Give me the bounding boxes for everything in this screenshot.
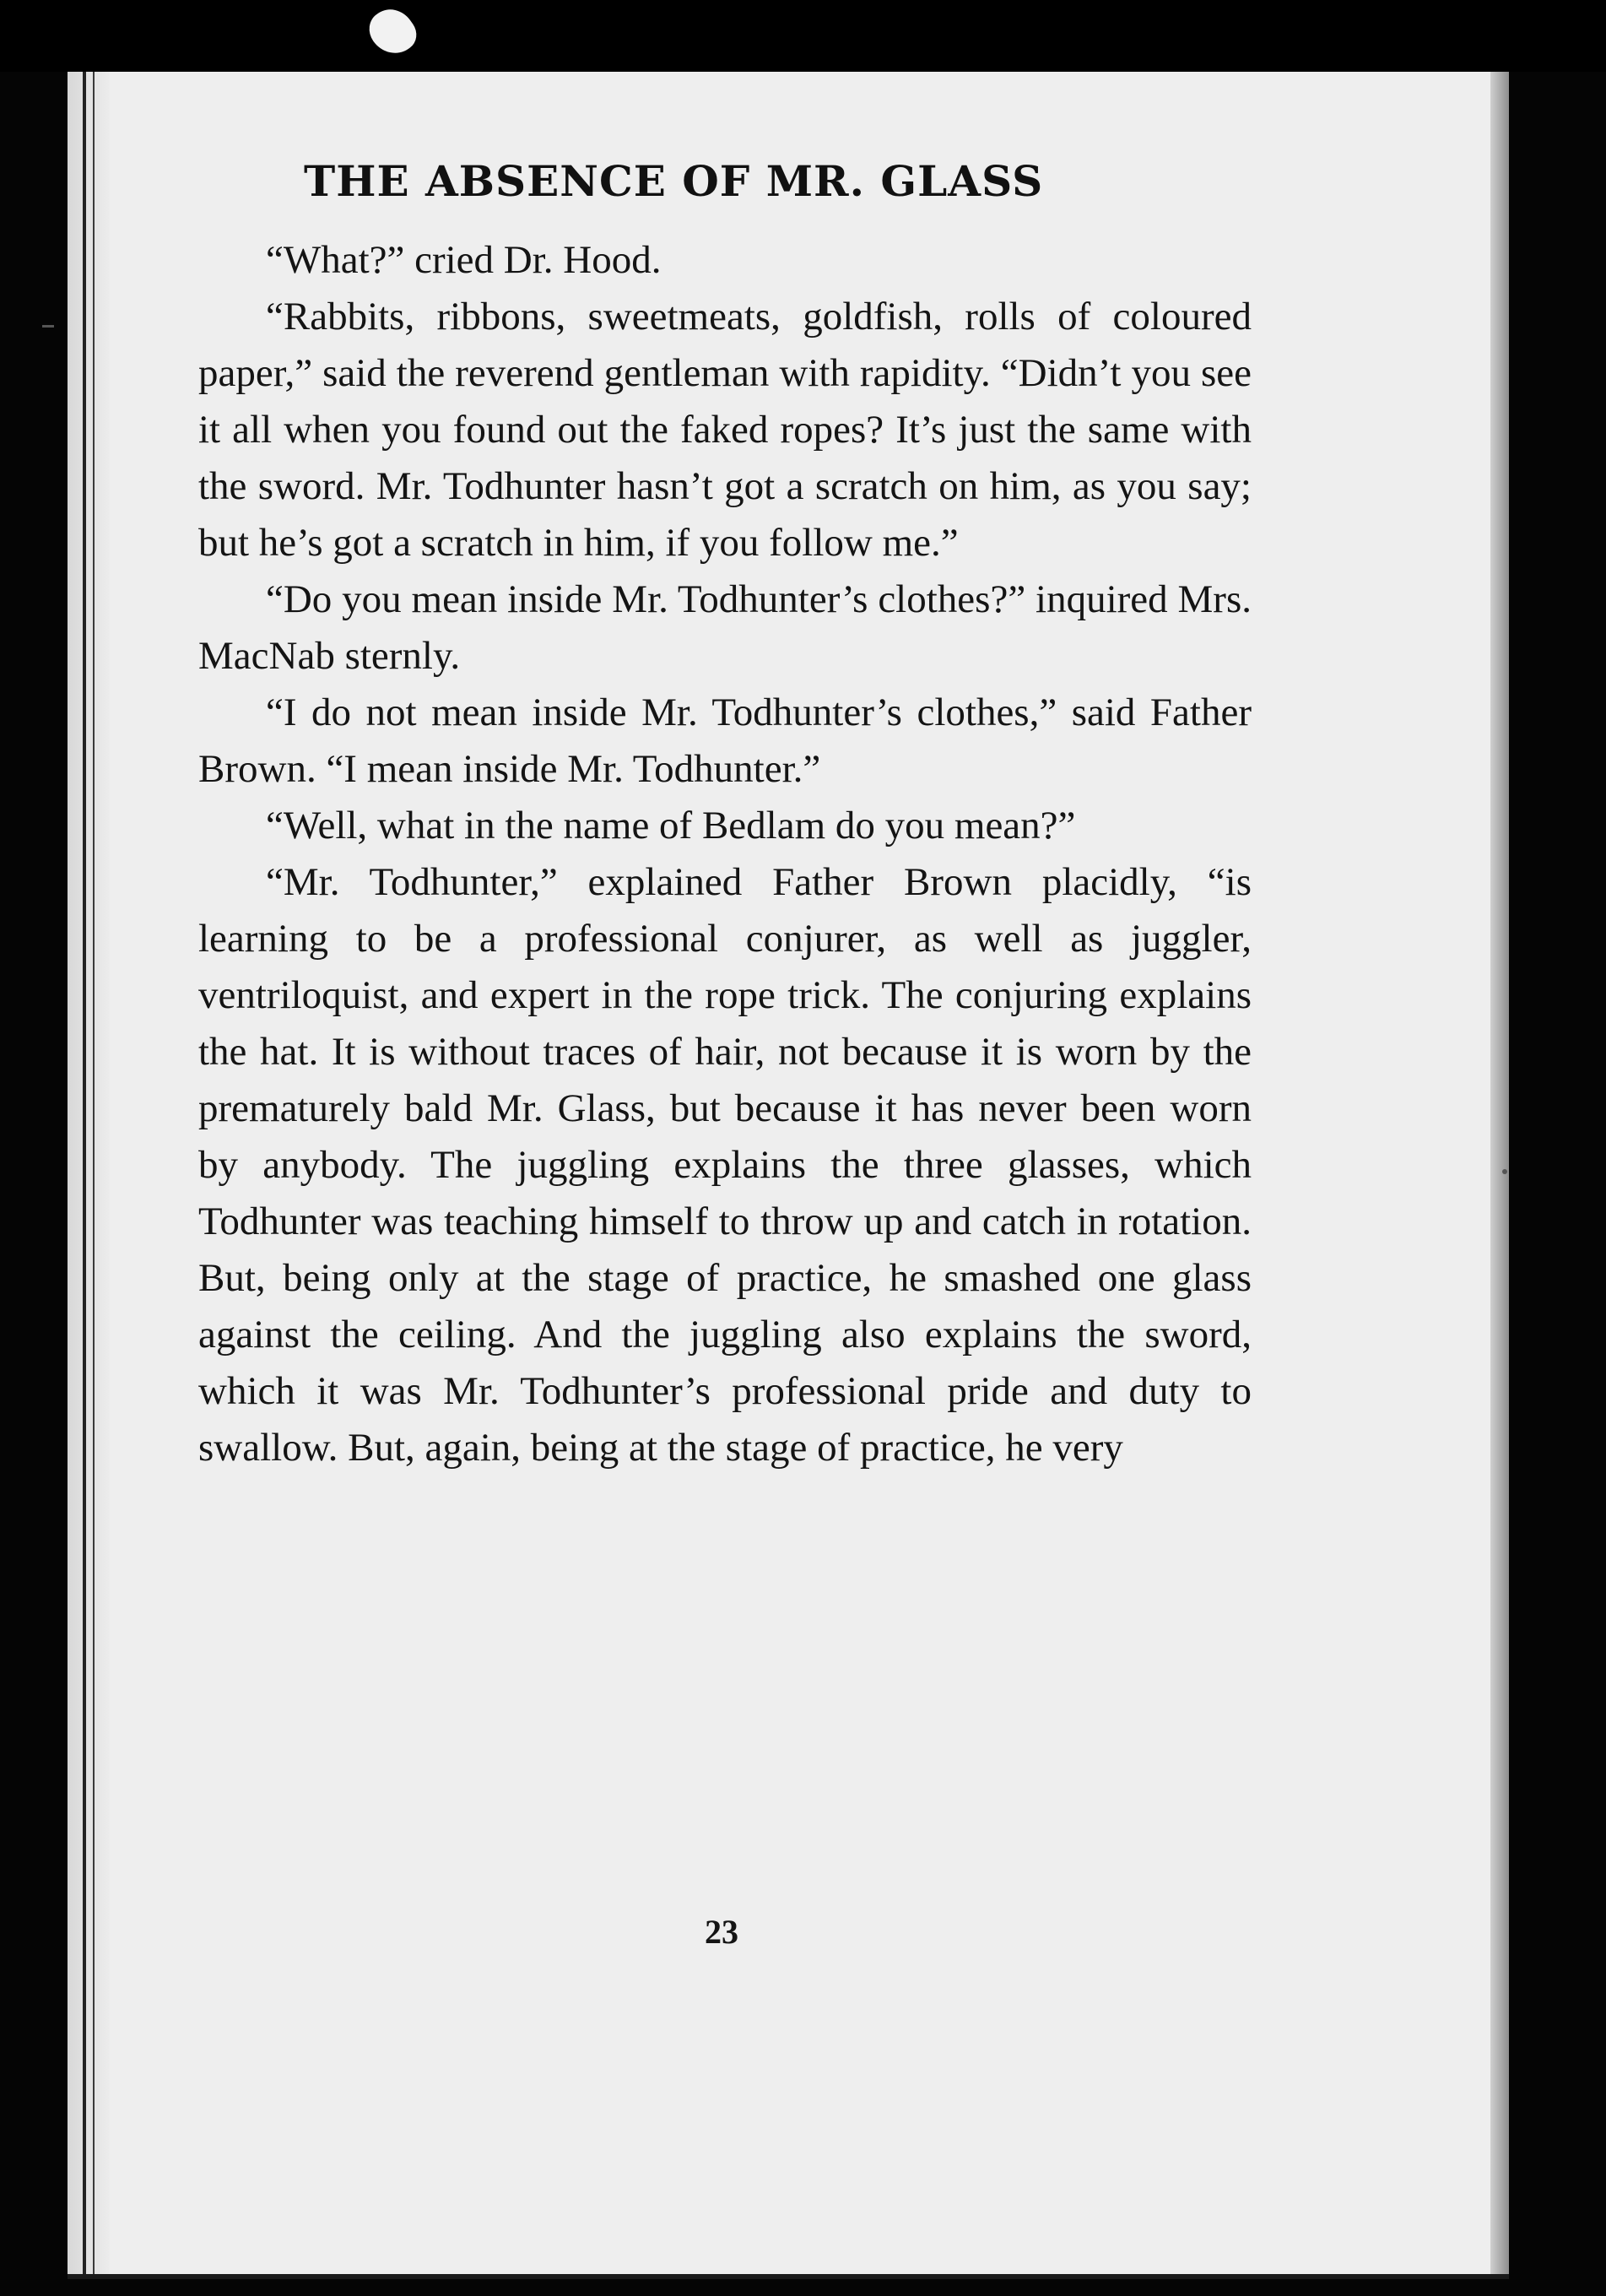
body-text xyxy=(198,232,1252,1476)
paragraph: “I do not mean inside Mr. Todhunter’s clothes,” said Father Brown. “I mean inside Mr. Todhunter.” xyxy=(198,690,1252,791)
binding-line xyxy=(83,72,86,2279)
binding-line-inner xyxy=(93,72,95,2279)
page-fore-edge xyxy=(1490,72,1509,2279)
paragraph: “What?” cried Dr. Hood. xyxy=(266,238,662,282)
scan-speck xyxy=(42,325,54,328)
paragraph: “Well, what in the name of Bedlam do you mean?” xyxy=(266,804,1076,847)
page-bottom-edge xyxy=(68,2274,1509,2279)
page-number: 23 xyxy=(705,1913,738,1951)
page-gutter xyxy=(68,72,110,2279)
scan-speck xyxy=(1502,1169,1507,1174)
running-title: THE ABSENCE OF MR. GLASS xyxy=(304,156,1044,206)
paragraph: “Rabbits, ribbons, sweetmeats, goldfish, rolls of coloured paper,” said the reverend gentleman with rapidity. “Didn’t you see it all when you found out the faked ropes? It’s just the same with the sword. Mr. Todhunter hasn’t got a scratch on him, as you say; but he’s got a scratch in him, if you follow me.” xyxy=(198,295,1252,565)
paragraph: “Mr. Todhunter,” explained Father Brown placidly, “is learning to be a professional conjurer, as well as juggler, ventriloquist, and expert in the rope trick. The conjuring explains the hat. It is without traces of hair, not because it is worn by the prematurely bald Mr. Glass, but because it has never been worn by anybody. The juggling explains the three glasses, which Todhunter was teaching himself to throw up and catch in rotation. But, being only at the stage of practice, he smashed one glass against the ceiling. And the juggling also explains the sword, which it was Mr. Todhunter’s professional pride and duty to swallow. But, again, being at the stage of practice, he very xyxy=(198,860,1252,1470)
scan-top-border xyxy=(0,0,1606,72)
paragraph: “Do you mean inside Mr. Todhunter’s clothes?” inquired Mrs. MacNab sternly. xyxy=(198,577,1252,678)
